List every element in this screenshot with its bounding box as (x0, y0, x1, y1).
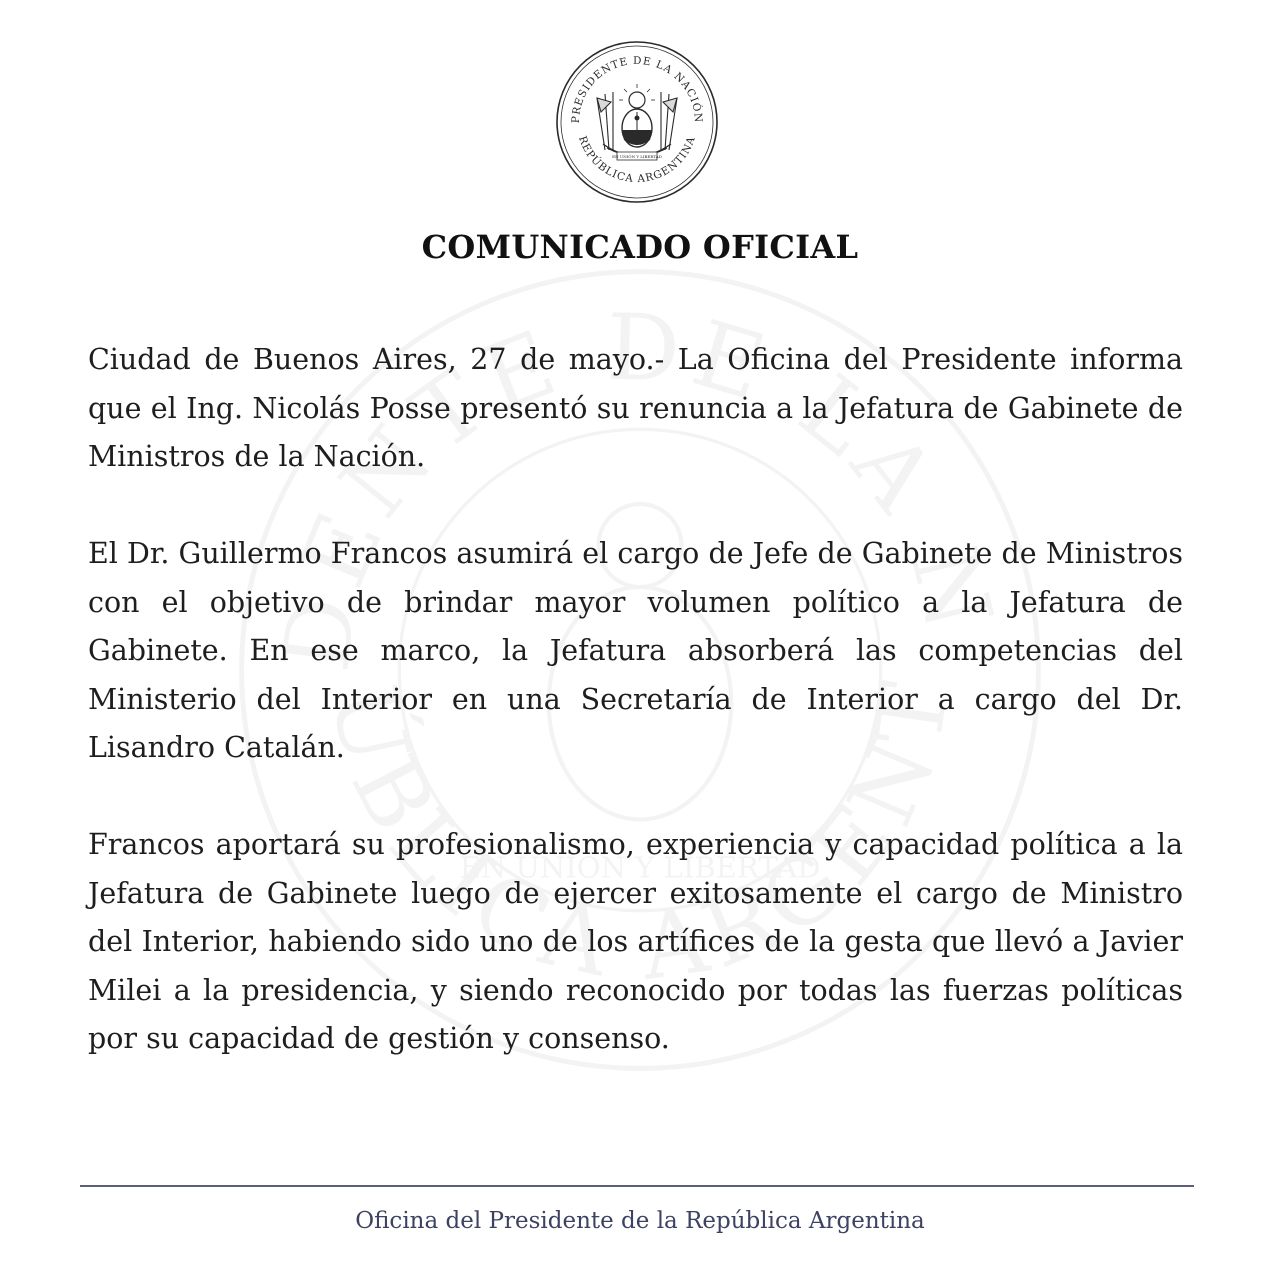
svg-text:EN UNIÓN Y LIBERTAD: EN UNIÓN Y LIBERTAD (612, 154, 662, 159)
svg-text:REPÚBLICA ARGENTINA: REPÚBLICA ARGENTINA (576, 134, 698, 186)
svg-text:PRESIDENTE DE LA NACIÓN: PRESIDENTE DE LA NACIÓN (569, 54, 705, 124)
page-title: COMUNICADO OFICIAL (421, 228, 859, 266)
paragraph: Francos aportará su profesionalismo, experiencia y capacidad política a la Jefatura de Gabinete luego de ejercer exitosamente el cargo de Ministro del Interior, habiendo sido uno de los artífices de la gesta que llevó a Javier Milei a la presidencia, y siendo reconocido por todas las fuerzas políticas por su capacidad de gestión y consenso. (88, 828, 1183, 1055)
footer-text: Oficina del Presidente de la República Argentina (355, 1208, 925, 1234)
footer-divider (80, 1185, 1194, 1187)
paragraph: El Dr. Guillermo Francos asumirá el cargo de Jefe de Gabinete de Ministros con el objetivo de brindar mayor volumen político a la Jefatura de Gabinete. En ese marco, la Jefatura absorberá las competencias del Ministerio del Interior en una Secretaría de Interior a cargo del Dr. Lisandro Catalán. (88, 537, 1183, 764)
communique-body (88, 336, 1183, 1064)
presidential-seal (555, 40, 719, 204)
paragraph: Ciudad de Buenos Aires, 27 de mayo.- La Oficina del Presidente informa que el Ing. Nicolás Posse presentó su renuncia a la Jefatura de Gabinete de Ministros de la Nación. (88, 343, 1183, 473)
